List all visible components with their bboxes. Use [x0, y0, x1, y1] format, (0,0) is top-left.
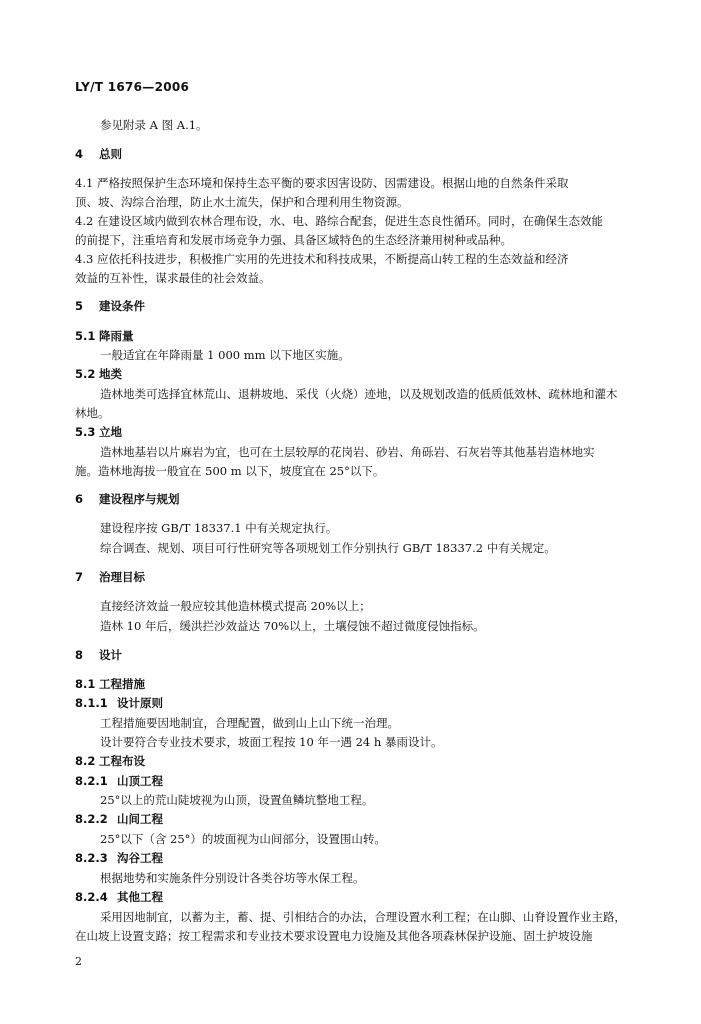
paragraph-line: 4.3 应依托科技进步，积极推广实用的先进技术和科技成果，不断提高山转工程的生态效益和经济	[75, 252, 569, 266]
paragraph-line: 4.1 严格按照保护生态环境和保持生态平衡的要求因害设防、因需建设。根据山地的自然条件采取	[75, 176, 569, 190]
section-number: 4	[75, 147, 84, 161]
paragraph-line: 林地。	[75, 406, 110, 420]
paragraph-line: 的前提下，注重培育和发展市场竞争力强、具备区域特色的生态经济兼用树种或品种。	[75, 233, 512, 247]
paragraph-line: 效益的互补性，谋求最佳的社会效益。	[75, 271, 271, 285]
subsection-heading-8-2-4	[75, 889, 163, 905]
section-title: 地类	[99, 367, 122, 381]
section-title: 山间工程	[117, 812, 163, 826]
paragraph-line: 在山坡上设置支路；按工程需求和专业技术要求设置电力设施及其他各项森林保护设施、固土护坡设施	[75, 929, 593, 943]
section-title: 建设程序与规划	[99, 492, 180, 506]
paragraph-line: 综合调查、规划、项目可行性研究等各项规划工作分别执行 GB/T 18337.2 中有关规定。	[100, 541, 556, 555]
paragraph-line: 4.2 在建设区域内做到农林合理布设，水、电、路综合配套，促进生态良性循环。同时，在确保生态效能	[75, 214, 603, 228]
reference-line: 参见附录 A 图 A.1。	[100, 118, 208, 132]
subsection-heading-5-1	[75, 328, 134, 344]
section-title: 其他工程	[117, 890, 163, 904]
paragraph-line: 施。造林地海拔一般宜在 500 m 以下，坡度宜在 25°以下。	[75, 464, 385, 478]
subsection-heading-8-2	[75, 753, 145, 769]
section-number: 7	[75, 570, 84, 584]
subsection-heading-5-3	[75, 424, 122, 440]
section-number: 5	[75, 299, 84, 313]
section-title: 工程布设	[99, 754, 145, 768]
section-title: 建设条件	[99, 299, 145, 313]
standard-code-header: LY/T 1676—2006	[75, 80, 190, 94]
section-title: 总则	[99, 147, 122, 161]
paragraph-line: 建设程序按 GB/T 18337.1 中有关规定执行。	[100, 521, 338, 535]
paragraph-line: 一般适宜在年降雨量 1 000 mm 以下地区实施。	[100, 348, 350, 362]
section-title: 设计原则	[117, 696, 163, 710]
section-title: 降雨量	[99, 329, 134, 343]
paragraph-line: 造林地类可选择宜林荒山、退耕坡地、采伐（火烧）迹地，以及规划改造的低质低效林、疏林地和灌木	[100, 387, 618, 401]
page-number: 2	[75, 955, 82, 968]
subsection-heading-8-2-2	[75, 811, 163, 827]
section-number: 8.1.1	[75, 696, 108, 710]
paragraph-line: 设计要符合专业技术要求，坡面工程按 10 年一遇 24 h 暴雨设计。	[100, 735, 443, 749]
section-title: 立地	[99, 425, 122, 439]
paragraph-line: 采用因地制宜，以蓄为主，蓄、提、引相结合的办法，合理设置水利工程；在山脚、山脊设置作业主路，	[100, 910, 626, 924]
subsection-heading-8-2-1	[75, 773, 163, 789]
paragraph-line: 根据地势和实施条件分别设计各类谷坊等水保工程。	[100, 871, 365, 885]
section-title: 设计	[99, 648, 122, 662]
paragraph-line: 25°以上的荒山陡坡视为山顶，设置鱼鳞坑整地工程。	[100, 793, 374, 807]
subsection-heading-8-1	[75, 676, 145, 692]
section-title: 工程措施	[99, 677, 145, 691]
paragraph-line: 造林 10 年后，缓洪拦沙效益达 70%以上，土壤侵蚀不超过微度侵蚀指标。	[100, 619, 485, 633]
subsection-heading-5-2	[75, 366, 122, 382]
section-number: 8	[75, 648, 84, 662]
section-number: 8.1	[75, 677, 96, 691]
section-number: 6	[75, 492, 84, 506]
paragraph-line: 25°以下（含 25°）的坡面视为山间部分，设置围山转。	[100, 832, 386, 846]
section-number: 8.2.2	[75, 812, 108, 826]
subsection-heading-8-1-1	[75, 695, 163, 711]
paragraph-line: 直接经济效益一般应较其他造林模式提高 20%以上；	[100, 599, 371, 613]
section-number: 8.2.1	[75, 774, 108, 788]
section-number: 5.3	[75, 425, 96, 439]
paragraph-line: 顶、坡、沟综合治理，防止水土流失，保护和合理利用生物资源。	[75, 195, 409, 209]
section-number: 8.2.4	[75, 890, 108, 904]
section-heading-5	[75, 298, 145, 314]
section-number: 8.2	[75, 754, 96, 768]
section-number: 8.2.3	[75, 851, 108, 865]
paragraph-line: 工程措施要因地制宜，合理配置，做到山上山下统一治理。	[100, 716, 399, 730]
paragraph-line: 造林地基岩以片麻岩为宜，也可在土层较厚的花岗岩、砂岩、角砾岩、石灰岩等其他基岩造林地实	[100, 445, 595, 459]
section-heading-6	[75, 491, 180, 507]
section-heading-8	[75, 647, 122, 663]
section-heading-4	[75, 146, 122, 162]
section-number: 5.1	[75, 329, 96, 343]
section-heading-7	[75, 569, 145, 585]
section-title: 沟谷工程	[117, 851, 163, 865]
section-title: 治理目标	[99, 570, 145, 584]
subsection-heading-8-2-3	[75, 850, 163, 866]
section-number: 5.2	[75, 367, 96, 381]
section-title: 山顶工程	[117, 774, 163, 788]
